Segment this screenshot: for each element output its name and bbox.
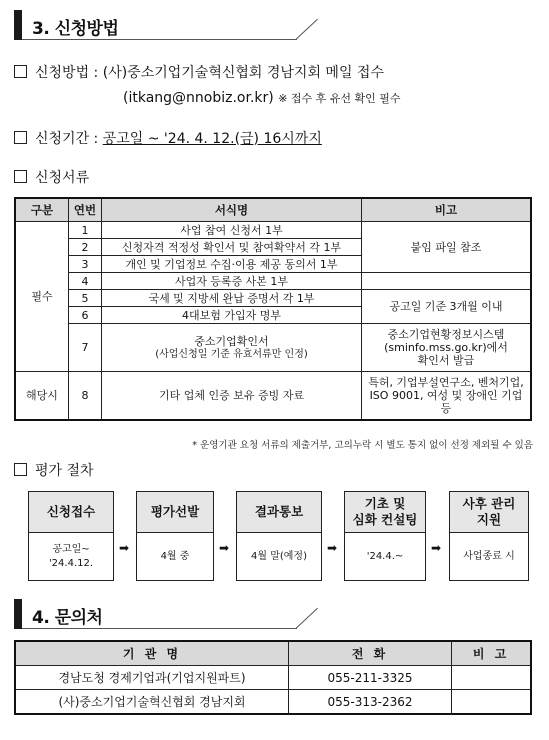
docs-row-number: 1 (69, 222, 102, 239)
checkbox-square-icon (14, 170, 27, 183)
flow-detail-line: '24.4.12. (48, 557, 94, 569)
flow-step-detail: 4월 말(예정) (251, 550, 307, 562)
docs-header-note: 비고 (362, 198, 532, 222)
table-row (15, 222, 531, 239)
docs-row-name-cell (102, 324, 362, 372)
docs-row-name: 기타 업체 인증 보유 증빙 자료 (102, 372, 362, 420)
docs-row-number: 6 (69, 307, 102, 324)
eval-item (14, 460, 94, 480)
apply-method-sep: : (89, 65, 103, 81)
flow-step-apply (28, 491, 114, 581)
section-underline (22, 628, 297, 629)
apply-method-email-line (123, 90, 401, 106)
section-title: 4. 문의처 (32, 608, 103, 628)
docs-note-line: (sminfo.mss.go.kr)에서 (384, 341, 508, 354)
docs-row-number: 3 (69, 256, 102, 273)
table-row (15, 290, 531, 307)
docs-note-sminfo (362, 324, 532, 372)
contact-table-header (15, 641, 531, 666)
section-slant (295, 19, 318, 40)
section-3-header (14, 10, 304, 40)
flow-step-title (450, 492, 528, 533)
right-arrow-icon: ➡ (219, 541, 230, 555)
section-bar (14, 10, 22, 40)
section-underline (22, 39, 297, 40)
checkbox-square-icon (14, 131, 27, 144)
apply-period-item (14, 128, 322, 148)
section-4-header (14, 599, 304, 629)
flow-step-detail (29, 533, 113, 580)
docs-row-name: 신청자격 적정성 확인서 및 참여확약서 각 1부 (102, 239, 362, 256)
docs-note-line: 확인서 발급 (417, 354, 475, 367)
section-slant (295, 608, 318, 629)
docs-note-line: 특허, 기업부설연구소, 벤처기업, (368, 375, 524, 389)
contact-phone: 055-313-2362 (289, 690, 452, 715)
section-bar (14, 599, 22, 629)
apply-method-value: (사)중소기업기술혁신협회 경남지회 메일 접수 (102, 65, 384, 81)
right-arrow-icon: ➡ (431, 541, 442, 555)
apply-docs-item (14, 167, 89, 187)
table-row (15, 666, 531, 690)
docs-row-name: 사업자 등록증 사본 1부 (102, 273, 362, 290)
right-arrow-icon: ➡ (119, 541, 130, 555)
flow-title-line: 지원 (476, 512, 502, 527)
flow-title-line: 사후 관리 (462, 496, 516, 511)
apply-period-value: 공고일 ~ '24. 4. 12.(금) 16시까지 (102, 131, 322, 147)
right-arrow-icon: ➡ (327, 541, 338, 555)
docs-table-header (15, 198, 531, 222)
section-title: 3. 신청방법 (32, 19, 119, 39)
docs-header-number: 연번 (69, 198, 102, 222)
docs-row-subname: (사업신청일 기준 유효서류만 인정) (155, 348, 308, 360)
flow-step-title: 결과통보 (237, 492, 321, 533)
flow-step-consulting (344, 491, 426, 581)
contact-note (452, 666, 532, 690)
docs-row-number: 4 (69, 273, 102, 290)
table-row (15, 372, 531, 420)
eval-label: 평가 절차 (35, 463, 94, 479)
flow-title-line: 심화 컨설팅 (352, 512, 418, 527)
apply-method-item (14, 62, 384, 82)
apply-period-label: 신청기간 (35, 131, 90, 147)
flow-step-title: 신청접수 (29, 492, 113, 533)
docs-row-number: 2 (69, 239, 102, 256)
flow-step-detail: 사업종료 시 (463, 550, 515, 562)
contact-org: (사)중소기업기술혁신협회 경남지회 (15, 690, 289, 715)
apply-period-sep: : (89, 131, 103, 147)
docs-group-applicable: 해당시 (15, 372, 69, 420)
flow-step-title: 평가선발 (137, 492, 213, 533)
contact-header-phone: 전 화 (289, 641, 452, 666)
docs-group-required: 필수 (15, 222, 69, 372)
apply-email-note: ※ 접수 후 유선 확인 필수 (278, 92, 401, 105)
docs-note-empty (362, 273, 532, 290)
docs-note-line: 중소기업현황정보시스템 (387, 328, 505, 341)
docs-row-name: 국세 및 지방세 완납 증명서 각 1부 (102, 290, 362, 307)
flow-step-aftercare (449, 491, 529, 581)
table-row (15, 324, 531, 372)
apply-docs-label: 신청서류 (35, 170, 90, 186)
docs-header-form: 서식명 (102, 198, 362, 222)
flow-step-selection (136, 491, 214, 581)
flow-step-detail: 4월 중 (160, 550, 190, 562)
contact-header-note: 비 고 (452, 641, 532, 666)
docs-header-category: 구분 (15, 198, 69, 222)
docs-row-number: 7 (69, 324, 102, 372)
docs-row-number: 8 (69, 372, 102, 420)
flow-detail-line: 공고일~ (52, 543, 90, 555)
checkbox-square-icon (14, 463, 27, 476)
contact-table (14, 640, 532, 715)
table-row (15, 273, 531, 290)
flow-step-detail: '24.4.~ (366, 550, 404, 562)
flow-step-title (345, 492, 425, 533)
docs-table (14, 197, 532, 421)
contact-org: 경남도청 경제기업과(기업지원파트) (15, 666, 289, 690)
checkbox-square-icon (14, 65, 27, 78)
docs-row-name: 사업 참여 신청서 1부 (102, 222, 362, 239)
docs-note-line: ISO 9001, 여성 및 장애인 기업 등 (369, 388, 523, 415)
table-row (15, 690, 531, 715)
flow-title-line: 기초 및 (364, 496, 406, 511)
docs-footnote: * 운영기관 요청 서류의 제출거부, 고의누락 시 별도 통지 없이 선정 제외될 수 있음 (192, 440, 533, 451)
contact-header-org: 기 관 명 (15, 641, 289, 666)
apply-email: (itkang@nnobiz.or.kr) (123, 90, 274, 106)
docs-row-name: 개인 및 기업정보 수집·이용 제공 동의서 1부 (102, 256, 362, 273)
docs-note-3months: 공고일 기준 3개월 이내 (362, 290, 532, 324)
docs-row-name: 4대보험 가입자 명부 (102, 307, 362, 324)
docs-note-certs (362, 372, 532, 420)
apply-method-label: 신청방법 (35, 65, 90, 81)
docs-note-attachment: 붙임 파일 참조 (362, 222, 532, 273)
contact-phone: 055-211-3325 (289, 666, 452, 690)
docs-row-name: 중소기업확인서 (194, 334, 269, 348)
flow-step-result (236, 491, 322, 581)
contact-note (452, 690, 532, 715)
docs-row-number: 5 (69, 290, 102, 307)
